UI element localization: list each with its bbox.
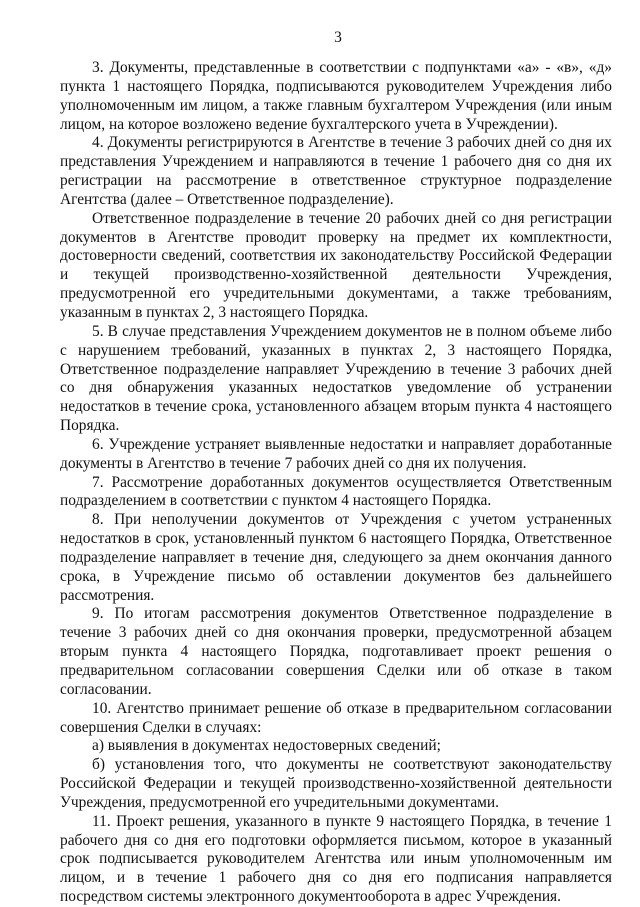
document-body [60,59,612,907]
paragraph-4-review: Ответственное подразделение в течение 20 рабочих дней со дня регистрации документов в Агентстве проводит проверку на предмет их комплектности, достоверности сведений, соответствия их законодательству Российской Федерации и текущей производственно-хозяйственной деятельности Учреждения, предусмотренной его учредительными документами, а также требованиям, указанным в пунктах 2, 3 настоящего Порядка. [60,209,612,321]
paragraph-10-a: а) выявления в документах недостоверных сведений; [92,737,441,755]
paragraph-9: 9. По итогам рассмотрения документов Ответственное подразделение в течение 3 рабочих дней со дня окончания проверки, предусмотренной абзацем вторым пункта 4 настоящего Порядка, подготавливает проект решения о предварительном согласовании совершения Сделки или об отказе в таком согласовании. [60,605,612,698]
paragraph-5: 5. В случае представления Учреждением документов не в полном объеме либо с нарушением требований, указанных в пунктах 2, 3 настоящего Порядка, Ответственное подразделение направляет Учреждению в течение 3 рабочих дней со дня обнаружения указанных недостатков уведомление об устранении недостатков в течение срока, установленного абзацем вторым пункта 4 настоящего Порядка. [60,322,612,435]
paragraph-6: 6. Учреждение устраняет выявленные недостатки и направляет доработанные документы в Агентство в течение 7 рабочих дней со дня их получения. [60,435,612,472]
paragraph-7: 7. Рассмотрение доработанных документов осуществляется Ответственным подразделением в соответствии с пунктом 4 настоящего Порядка. [60,473,612,510]
paragraph-8: 8. При неполучении документов от Учреждения с учетом устраненных недостатков в срок, установленный пунктом 6 настоящего Порядка, Ответственное подразделение направляет в течение дня, следующего за днем окончания данного срока, в Учреждение письмо об оставлении документов без дальнейшего рассмотрения. [60,511,612,604]
page-number: 3 [334,29,342,46]
paragraph-4: 4. Документы регистрируются в Агентстве в течение 3 рабочих дней со дня их представления Учреждением и направляются в течение 1 рабочего дня со дня их регистрации на рассмотрение в ответственное структурное подразделение Агентства (далее – Ответственное подразделение). [60,134,612,208]
paragraph-3: 3. Документы, представленные в соответствии с подпунктами «а» - «в», «д» пункта 1 настоящего Порядка, подписываются руководителем Учреждения либо уполномоченным им лицом, а также главным бухгалтером Учреждения (или иным лицом, на которое возложено ведение бухгалтерского учета в Учреждении). [60,59,612,133]
paragraph-10-b: б) установления того, что документы не соответствуют законодательству Российской Федерации и текущей производственно-хозяйственной деятельности Учреждения, предусмотренной его учредительными документами. [60,756,612,811]
paragraph-10: 10. Агентство принимает решение об отказе в предварительном согласовании совершения Сделки в случаях: [60,699,612,736]
paragraph-11: 11. Проект решения, указанного в пункте 9 настоящего Порядка, в течение 1 рабочего дня со дня его подготовки оформляется письмом, которое в указанный срок подписывается руководителем Агентства или иным уполномоченным им лицом, и в течение 1 рабочего дня со дня его подписания направляется посредством системы электронного документооборота в адрес Учреждения. [60,812,612,906]
